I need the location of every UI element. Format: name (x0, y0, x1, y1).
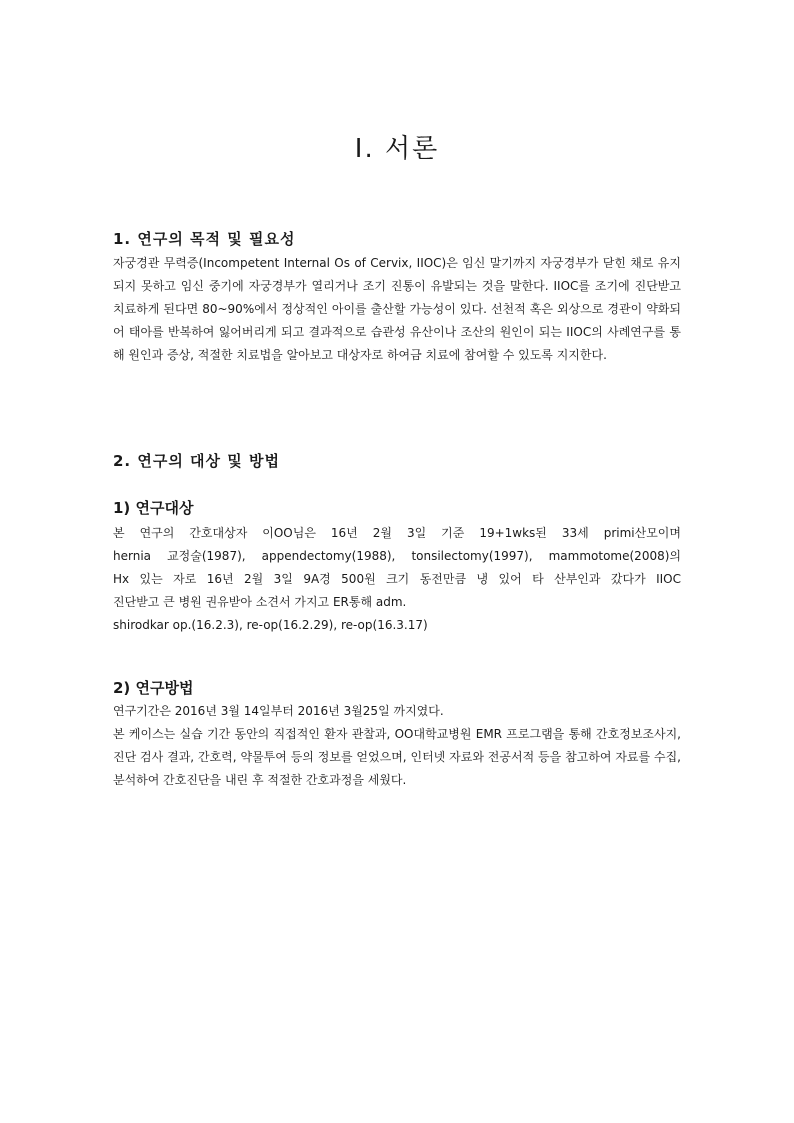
subsection-method-body (113, 700, 681, 792)
subject-line: 본 연구의 간호대상자 이OO님은 16년 2월 3일 기준 19+1wks된 33세 primi산모이며 (113, 526, 681, 540)
section-purpose (113, 228, 681, 249)
page-title: Ⅰ. 서론 (354, 134, 440, 164)
subject-line: shirodkar op.(16.2.3), re-op(16.2.29), re-op(16.3.17) (113, 618, 428, 632)
subject-line: hernia 교정술(1987), appendectomy(1988), tonsilectomy(1997), mammotome(2008)의 (113, 549, 681, 563)
method-period: 연구기간은 2016년 3월 14일부터 2016년 3월25일 까지였다. (113, 704, 444, 718)
subsection-method (113, 677, 681, 698)
section-subject-method (113, 450, 681, 471)
subsection-heading-method: 2) 연구방법 (113, 679, 194, 697)
section-heading-subject-method: 2. 연구의 대상 및 방법 (113, 452, 280, 470)
method-paragraph: 본 케이스는 실습 기간 동안의 직접적인 환자 관찰과, OO대학교병원 EMR 프로그램을 통해 간호정보조사지, 진단 검사 결과, 간호력, 약물투여 등의 정보를 얻었으며, 인터넷 자료와 전공서적 등을 참고하여 자료를 수집, 분석하여 간호진단을 내린 후 적절한 간호과정을 세웠다. (113, 727, 681, 787)
subsection-heading-subject: 1) 연구대상 (113, 499, 194, 517)
section-purpose-body (113, 252, 681, 367)
purpose-paragraph: 자궁경관 무력증(Incompetent Internal Os of Cervix, IIOC)은 임신 말기까지 자궁경부가 닫힌 채로 유지되지 못하고 임신 중기에 자궁경부가 열리거나 조기 진통이 유발되는 것을 말한다. IIOC를 조기에 진단받고 치료하게 된다면 80~90%에서 정상적인 아이를 출산할 가능성이 있다. 선천적 혹은 외상으로 경관이 약화되어 태아를 반복하여 잃어버리게 되고 결과적으로 습관성 유산이나 조산의 원인이 되는 IIOC의 사례연구를 통해 원인과 증상, 적절한 치료법을 알아보고 대상자로 하여금 치료에 참여할 수 있도록 지지한다. (113, 256, 681, 362)
subject-line: Hx 있는 자로 16년 2월 3일 9A경 500원 크기 동전만큼 냉 있어 타 산부인과 갔다가 IIOC (113, 572, 681, 586)
subsection-subject (113, 497, 681, 518)
subsection-subject-body (113, 522, 681, 637)
section-heading-purpose: 1. 연구의 목적 및 필요성 (113, 230, 296, 248)
subject-line: 진단받고 큰 병원 권유받아 소견서 가지고 ER통해 adm. (113, 595, 407, 609)
